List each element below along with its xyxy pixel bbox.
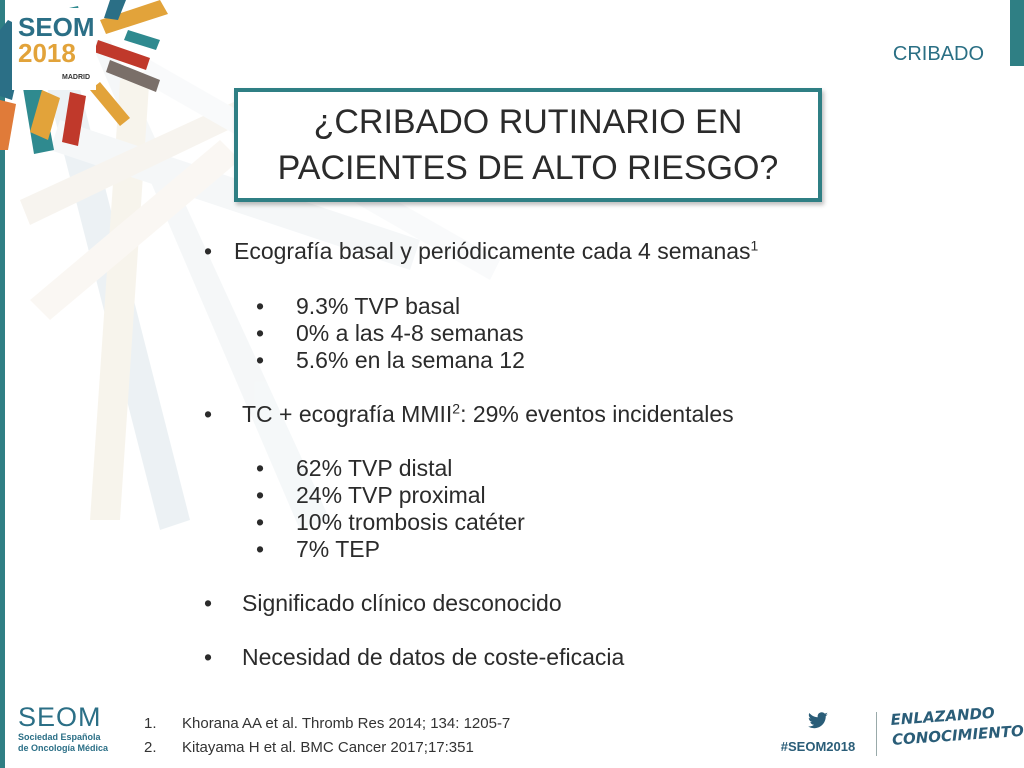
- reference-item-1: [144, 712, 510, 736]
- seom-2018-logo: [12, 8, 96, 90]
- bullet-text-2-post: : 29% eventos incidentales: [460, 401, 734, 427]
- tagline-line-1: ENLAZANDO: [890, 703, 996, 729]
- sub-bullet-2-3: [256, 509, 525, 536]
- bullet-dot: •: [204, 238, 213, 264]
- sub-bullet-2-1: [256, 455, 452, 482]
- citation-superscript-2: 2: [452, 400, 461, 417]
- slide-title-line-1: ¿CRIBADO RUTINARIO EN: [313, 103, 743, 141]
- bullet-dot: •: [256, 455, 265, 481]
- sub-bullet-1-3: [256, 347, 525, 374]
- right-accent-rule: [1010, 0, 1024, 66]
- sub-bullet-text: 0% a las 4-8 semanas: [296, 320, 524, 346]
- bullet-item-2: [204, 401, 734, 428]
- seom-society-logo: [18, 702, 128, 758]
- hashtag-text: #SEOM2018: [780, 739, 856, 754]
- bullet-dot: •: [256, 482, 265, 508]
- hashtag-block: [768, 712, 868, 762]
- footer-divider: [876, 712, 877, 756]
- bullet-dot: •: [256, 293, 265, 319]
- reference-number: 1.: [144, 715, 157, 732]
- sub-bullet-text: 62% TVP distal: [296, 455, 453, 481]
- bullet-dot: •: [256, 320, 265, 346]
- reference-text: Kitayama H et al. BMC Cancer 2017;17:351: [182, 739, 474, 756]
- title-box: [234, 88, 822, 202]
- slide-title-line-2: PACIENTES DE ALTO RIESGO?: [277, 149, 779, 187]
- tagline: [890, 702, 1024, 750]
- tagline-line-2: CONOCIMIENTO: [891, 721, 1024, 749]
- bullet-dot: •: [204, 401, 213, 427]
- sub-bullet-text: 24% TVP proximal: [296, 482, 486, 508]
- seom-logo-subtitle-2: de Oncología Médica: [18, 743, 109, 753]
- logo-text-year: 2018: [18, 38, 76, 68]
- sub-bullet-2-2: [256, 482, 486, 509]
- bullet-dot: •: [256, 509, 265, 535]
- slide-title: [278, 99, 779, 191]
- sub-bullet-text: 9.3% TVP basal: [296, 293, 461, 319]
- sub-bullet-text: 7% TEP: [296, 536, 380, 562]
- logo-text-city: MADRID: [62, 74, 90, 81]
- bullet-dot: •: [256, 347, 265, 373]
- bullet-text-3: Significado clínico desconocido: [242, 590, 562, 616]
- twitter-bird-icon: [807, 712, 829, 730]
- logo-text-seom: SEOM: [18, 12, 95, 42]
- reference-number: 2.: [144, 739, 157, 756]
- citation-superscript-1: 1: [750, 237, 759, 254]
- bullet-text-4: Necesidad de datos de coste-eficacia: [242, 644, 625, 670]
- reference-item-2: [144, 736, 510, 760]
- bullet-dot: •: [204, 590, 213, 616]
- sub-bullet-text: 10% trombosis catéter: [296, 509, 525, 535]
- bullet-item-3: [204, 590, 562, 617]
- bullet-item-1: [204, 238, 758, 265]
- sub-bullet-2-4: [256, 536, 380, 563]
- bullet-text-1: Ecografía basal y periódicamente cada 4 semanas: [234, 238, 751, 264]
- sub-bullet-1-2: [256, 320, 524, 347]
- sub-bullet-text: 5.6% en la semana 12: [296, 347, 525, 373]
- bullet-item-4: [204, 644, 624, 671]
- seom-logo-text: SEOM: [18, 702, 102, 732]
- reference-text: Khorana AA et al. Thromb Res 2014; 134: 1205-7: [182, 715, 511, 732]
- seom-logo-subtitle-1: Sociedad Española: [18, 732, 101, 742]
- bullet-dot: •: [256, 536, 265, 562]
- sub-bullet-1-1: [256, 293, 460, 320]
- bullet-text-2-pre: TC + ecografía MMII: [242, 401, 453, 427]
- section-label: CRIBADO: [892, 43, 984, 65]
- bullet-dot: •: [204, 644, 213, 670]
- references-list: [144, 712, 510, 760]
